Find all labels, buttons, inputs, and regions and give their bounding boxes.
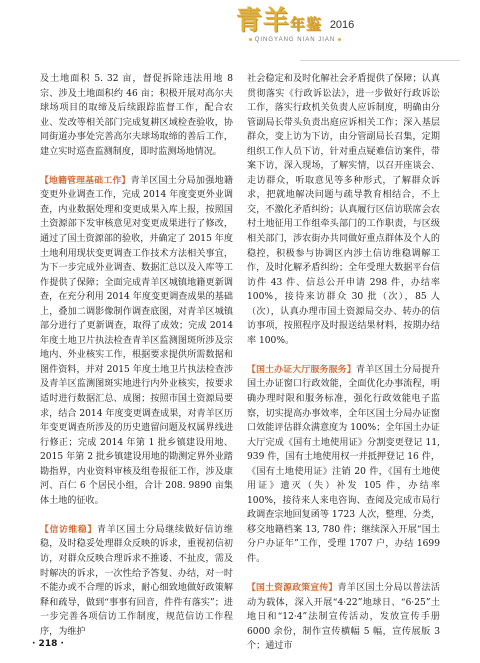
- logo-title-small: 年鉴: [289, 15, 322, 33]
- logo-year: 2016: [329, 18, 355, 31]
- logo-dot-icon: [249, 38, 252, 41]
- paragraph-gap: [40, 159, 233, 174]
- paragraph-policy-publicity: [247, 581, 440, 654]
- left-column: [40, 72, 233, 639]
- paragraph-petitions-continued: 社会稳定和及时化解社会矛盾提供了保障；认真贯彻落实《行政诉讼法》，进一步做好行政诉讼工作，落实行政机关负责人应诉制度，明确由分管副局长带头负责出庭应诉相关工作；深入基层群众，变上访为下访，由分管副局长召集，定期组织工作人员下访，针对重点疑难信访案件，带案下访，深入现场，了解实情，以召开座谈会、走访群众，听取意见等多种形式，了解群众诉求，把就地解决问题与疏导教育相结合，不上交，不激化矛盾纠纷；认真履行区信访联席会农村土地征用工作组牵头部门的工作职责，与区级相关部门，涉农街办共同做好重点群体及个人的稳控，积极参与协调区内涉土信访维稳调解工作，及时化解矛盾纠纷；全年受理大数据平台信访件 43 件、信总公开申请 298 件，办结率 100%，接待来访群众 30 批（次），85 人（次），认真办理市国土资源局交办、转办的信访事项，按照程序及时报送结果材料，按期办结率 100%。: [247, 74, 440, 346]
- paragraph-gap: [40, 508, 233, 523]
- paragraph-body: 青羊区国土分局继续做好信访维稳，及时稳妥处理群众反映的诉求，重视初信初访，对群众反映合理诉求不推诿、不扯皮，需及时解决的诉求，一次性给予答复、办结，对一时不能办或不合理的诉求，耐心细致地做好政策解释和疏导，做到“事事有回音，件件有落实”；进一步完善各项信访工作制度，规范信访工作程序，为维护: [40, 524, 233, 637]
- header-divider: [300, 60, 460, 61]
- section-tag-policy-publicity: 【国土资源政策宣传】: [247, 583, 338, 594]
- logo-dot-icon: [338, 38, 341, 41]
- page-number: · 218 ·: [32, 639, 64, 649]
- yearbook-logo: [230, 6, 360, 56]
- section-tag-petitions: 【信访维稳】: [40, 524, 97, 535]
- paragraph-land-enforcement: 及土地面积 5. 32 亩，督促拆除违法用地 8 宗、涉及土地面积约 46 亩；积极开展对高尔夫球场项目的取缔及后续跟踪监督工作，配合农业、发改等相关部门完成复耕区域检查验收，协同街道办事处完善高尔夫球场取缔的善后工作，建立实时巡查监测制度，即时监测场地情况。: [40, 74, 233, 157]
- paragraph-body: 青羊区国土分局加强地籍变更外业调查工作，完成 2014 年度变更外业调查，内业数据处理和变更成果入库上报，按照国土资源部下发审核意见对变更成果进行了修改，通过了国土资源部的验收，并确定了 2015 年度土地利用现状变更调查工作技术方法相关事宜，为下一步完成外业调查、数据汇总以及入库等工作提供了保障；全面完成青羊区城镇地籍更新调查，在充分利用 2014 年度变更调查成果的基础上，叠加二调影像制作调查底图，对青羊区城镇部分进行了更新调查，取得了成效；完成 2014 年度土地卫片执法检查青羊区监测图斑所涉及宗地内、外业核实工作，根据要求提供所需数据和图件资料，并对 2015 年度土地卫片执法检查涉及青羊区监测图斑实地进行内外业核实，按要求适时进行数据汇总、成图；按照市国土资源局要求，结合 2014 年度变更调查成果，对青羊区历年变更调查所涉及的历史遗留问题及权属界线进行修正；完成 2014 年第 1 批乡镇建设用地、2015 年第 2 批乡镇建设用地的勘测定界外业踏勘指界，内业资料审核及组卷报征工作，涉及康河、百仁 6 个居民小组，合计 208. 9890 亩集体土地的征收。: [40, 175, 233, 506]
- page-header: [0, 0, 480, 60]
- section-tag-cadastral: 【地籍管理基础工作】: [40, 175, 131, 186]
- paragraph-certificate-hall: [247, 363, 440, 567]
- paragraph-body: 青羊区国土分局以普法活动为载体，深入开展“4·22”地球日、“6·25”土地日和“12·4”法制宣传活动，发放宣传手册 6000 余份，制作宣传横幅 5 幅，宣传展版 3 个；通过市: [247, 583, 440, 652]
- section-tag-certificate-hall: 【国土办证大厅服务服务】: [247, 364, 356, 375]
- paragraph-body: 青羊区国土分局提升国土办证窗口行政效能，全面优化办事流程，明确办理时限和服务标准，强化行政效能电子监察，切实提高办事效率，全年区国土分局办证窗口效能评估群众满意度为 100%；全年国土办证大厅完成《国有土地使用证》分割变更登记 11, 939 件，国有土地使用权一并抵押登记 16 件，《国有土地使用证》注销 20 件，《国有土地使用证》遗灭（失）补发 105 件，办结率 100%，接待来人来电咨询、查阅及完成市局行政调查宗地回复函等 1723 人次，整理、分类，移交地籍档案 13, 780 件；继续深入开展“国土分户办证年”工作，受理 1707 户，办结 1699 件。: [247, 364, 440, 564]
- logo-title: 青羊年鉴: [235, 6, 322, 36]
- paragraph-gap: [247, 348, 440, 363]
- logo-pinyin: QINGYANG NIAN JIAN: [230, 37, 360, 43]
- paragraph-cadastral-management: [40, 174, 233, 509]
- right-column: [247, 72, 440, 654]
- paragraph-gap: [247, 567, 440, 582]
- paragraph-petitions: [40, 523, 233, 639]
